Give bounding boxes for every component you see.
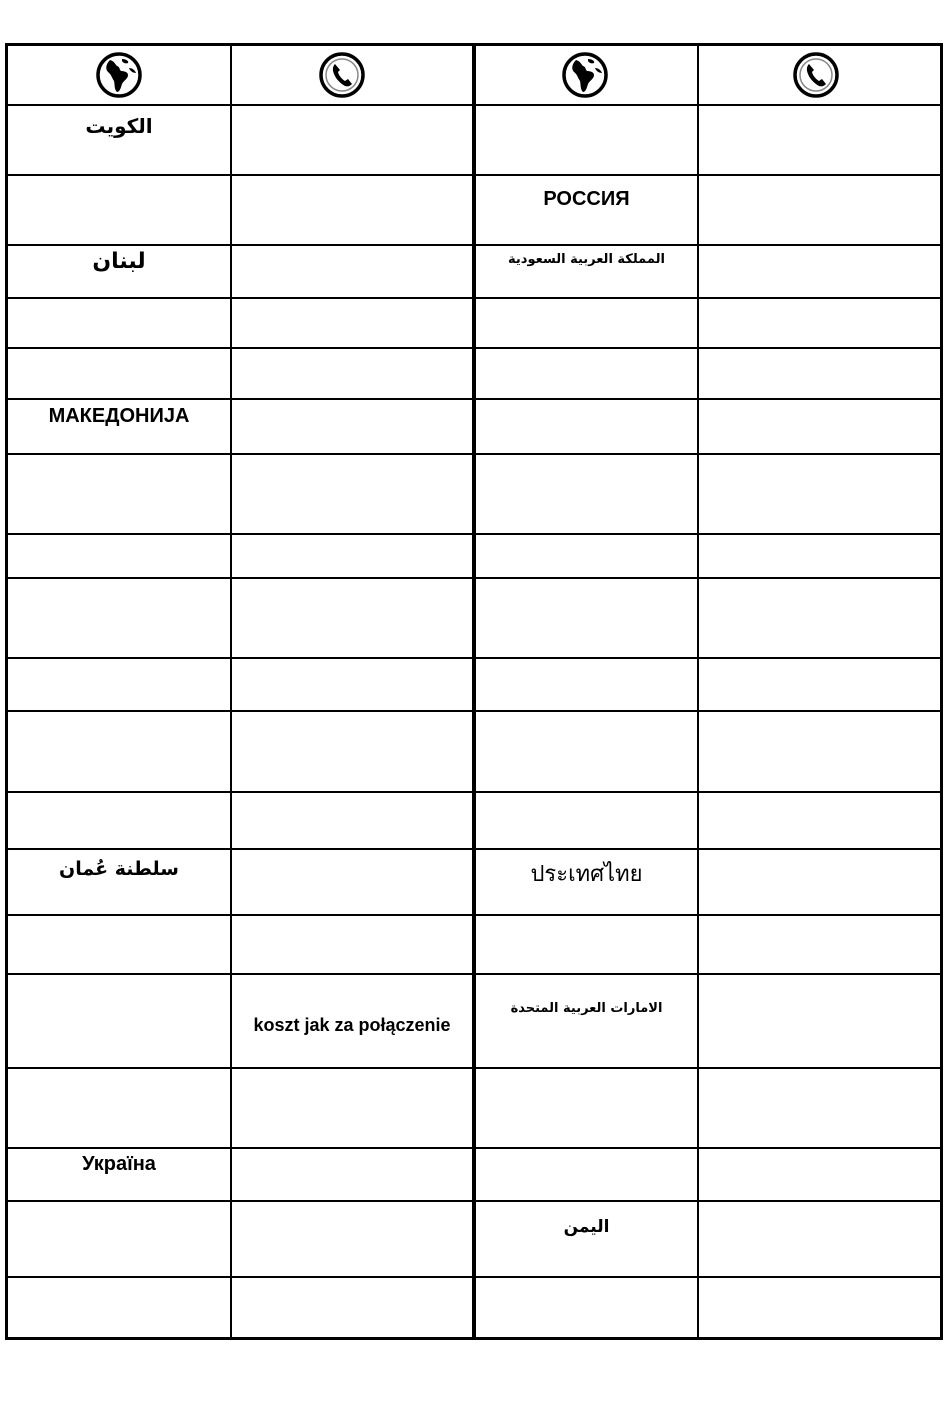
row-divider	[8, 244, 940, 246]
row-divider	[8, 297, 940, 299]
row-divider	[8, 453, 940, 455]
row-divider	[8, 973, 940, 975]
row-divider	[8, 710, 940, 712]
globe-icon	[95, 51, 143, 99]
row-divider	[8, 1067, 940, 1069]
row-divider	[8, 848, 940, 850]
country-yemen: اليمن	[563, 1217, 610, 1237]
row-divider	[8, 533, 940, 535]
country-uae: الامارات العربية المتحدة	[510, 1001, 663, 1016]
row-divider	[8, 791, 940, 793]
phone-icon	[792, 51, 840, 99]
cost-note: koszt jak za połączenie	[253, 1015, 451, 1035]
row-divider	[8, 104, 940, 106]
row-divider	[8, 1200, 940, 1202]
country-kuwait: الكويت	[85, 114, 153, 138]
phone-icon	[318, 51, 366, 99]
country-phone-table	[5, 43, 943, 1340]
row-divider	[8, 577, 940, 579]
globe-icon	[561, 51, 609, 99]
row-divider	[8, 914, 940, 916]
row-divider	[8, 347, 940, 349]
country-macedonia: МАКЕДОНИЈА	[48, 405, 190, 427]
row-divider	[8, 657, 940, 659]
country-oman: سلطنة عُمان	[59, 858, 179, 880]
row-divider	[8, 1276, 940, 1278]
center-divider	[472, 46, 476, 1337]
row-divider	[8, 174, 940, 176]
column-divider	[697, 46, 699, 1337]
row-divider	[8, 1147, 940, 1149]
country-russia: РОССИЯ	[543, 188, 630, 210]
country-lebanon: لبنان	[92, 249, 146, 274]
country-ukraine: Україна	[82, 1153, 156, 1175]
column-divider	[230, 46, 232, 1337]
row-divider	[8, 398, 940, 400]
country-saudi-arabia: المملكة العربية السعودية	[508, 252, 665, 267]
country-thailand: ประเทศไทย	[530, 862, 643, 887]
